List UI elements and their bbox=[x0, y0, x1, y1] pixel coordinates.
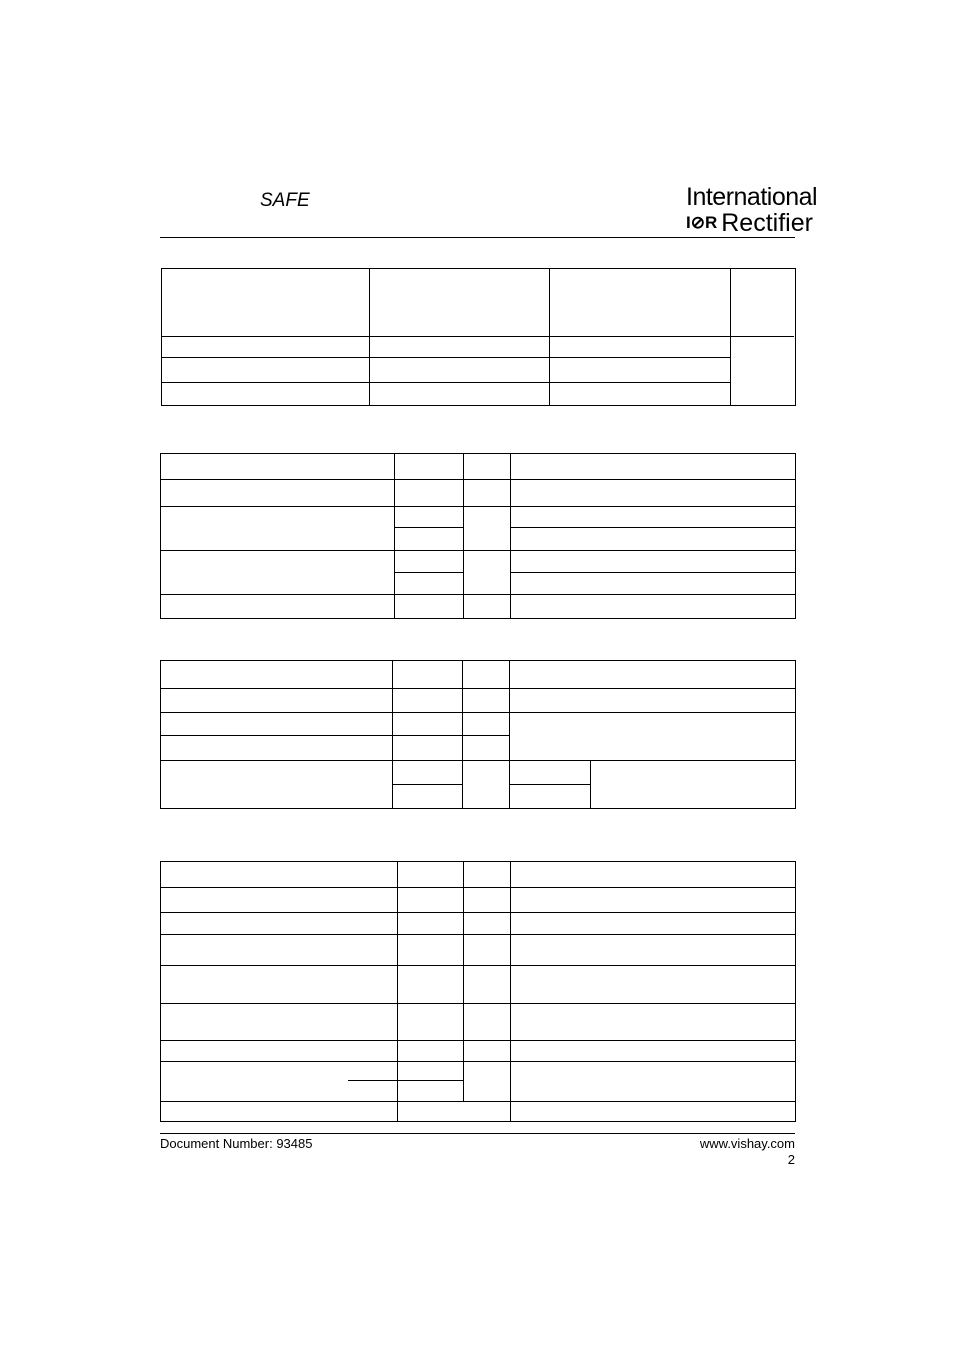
table-2-row-divider bbox=[160, 550, 796, 551]
document-number: Document Number: 93485 bbox=[160, 1136, 313, 1151]
table-4-row-divider bbox=[160, 1003, 796, 1004]
table-2-row-divider bbox=[160, 479, 796, 480]
table-1-row-divider bbox=[161, 382, 730, 383]
header-rule bbox=[160, 237, 795, 238]
table-2-row-divider bbox=[510, 527, 796, 528]
table-3-row-divider bbox=[160, 712, 796, 713]
table-3-row-divider bbox=[509, 784, 590, 785]
product-name: SAFE bbox=[260, 190, 310, 211]
table-3-row-divider bbox=[160, 688, 796, 689]
table-1-col-divider bbox=[730, 268, 731, 406]
table-4-frame bbox=[160, 861, 796, 1122]
table-1-row-divider bbox=[161, 336, 794, 337]
table-3-row-divider bbox=[160, 760, 796, 761]
table-2-row-divider bbox=[394, 527, 463, 528]
brand-logo-line2 bbox=[686, 209, 813, 238]
table-4-col-divider bbox=[510, 861, 511, 1122]
table-2-row-divider bbox=[160, 594, 796, 595]
table-1-row-divider bbox=[161, 357, 730, 358]
ior-logo-icon: I⊘R bbox=[686, 213, 718, 232]
table-4-row-divider bbox=[160, 965, 796, 966]
table-4-row-divider bbox=[160, 934, 796, 935]
table-3-col-divider bbox=[509, 660, 510, 809]
table-4-row-divider bbox=[160, 912, 796, 913]
table-2-row-divider bbox=[394, 572, 463, 573]
brand-logo-line1: International bbox=[686, 183, 818, 211]
page-number: 2 bbox=[787, 1152, 795, 1167]
table-4-row-divider bbox=[348, 1080, 463, 1081]
table-2-row-divider bbox=[160, 506, 796, 507]
table-4-row-divider bbox=[160, 1040, 796, 1041]
table-3-row-divider bbox=[392, 784, 462, 785]
table-4-col-divider bbox=[397, 861, 398, 1122]
table-3-row-divider bbox=[160, 735, 509, 736]
table-4-row-divider bbox=[160, 887, 796, 888]
table-1-frame bbox=[161, 268, 796, 406]
table-4-row-divider bbox=[160, 1101, 796, 1102]
website-link[interactable]: www.vishay.com bbox=[699, 1136, 795, 1151]
table-1-col-divider bbox=[369, 268, 370, 406]
table-2-row-divider bbox=[510, 572, 796, 573]
table-1-col-divider bbox=[549, 268, 550, 406]
table-4-row-divider bbox=[160, 1061, 796, 1062]
table-4-col-divider bbox=[463, 861, 464, 1101]
brand-logo-text: Rectifier bbox=[721, 209, 813, 237]
footer-rule bbox=[160, 1133, 795, 1134]
table-3-col-divider bbox=[590, 760, 591, 809]
